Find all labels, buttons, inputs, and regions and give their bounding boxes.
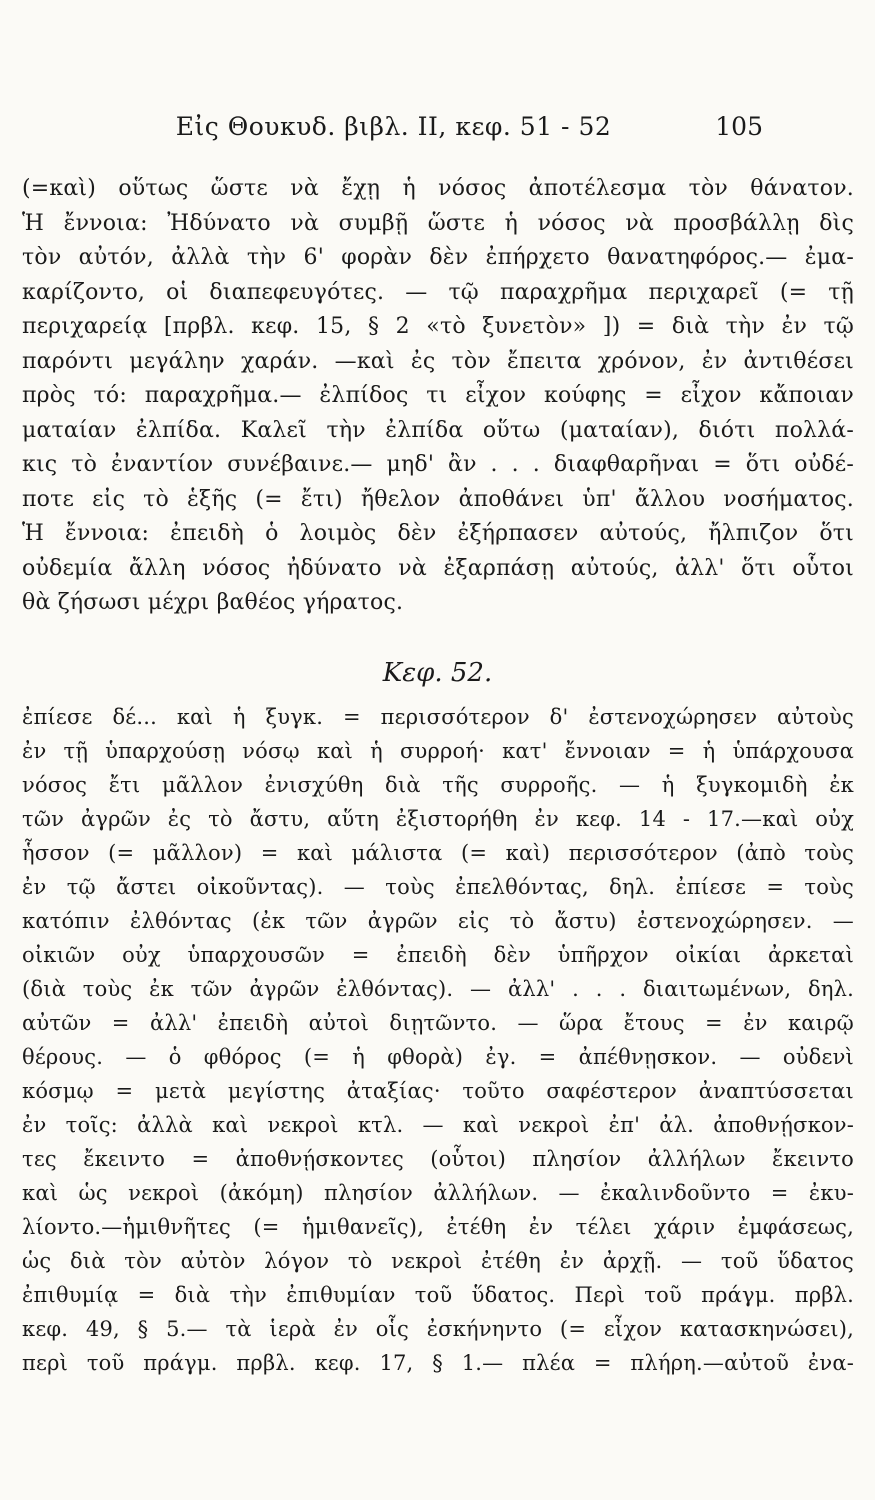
text-line: πρὸς τό: παραχρῆμα.— ἐλπίδος τι εἶχον κούφης = εἶχον κἄποιαν (22, 383, 854, 408)
text-line: (διὰ τοὺς ἐκ τῶν ἀγρῶν ἐλθόντας). — ἀλλ' . . . διαιτωμένων, δηλ. (22, 977, 854, 1001)
text-line: λίοντο.—ἡμιθνῆτες (= ἡμιθανεῖς), ἐτέθη ἐν τέλει χάριν ἐμφάσεως, (22, 1215, 854, 1239)
text-line: ἐπίεσε δέ... καὶ ἡ ξυγκ. = περισσότερον δ' ἐστενοχώρησεν αὐτοὺς (22, 705, 854, 729)
text-line: περιχαρείᾳ [πρβλ. κεφ. 15, § 2 «τὸ ξυνετὸν» ]) = διὰ τὴν ἐν τῷ (22, 314, 854, 339)
text-line: παρόντι μεγάλην χαράν. —καὶ ἐς τὸν ἔπειτα χρόνον, ἐν ἀντιθέσει (22, 348, 854, 374)
text-line: καὶ ὡς νεκροὶ (ἀκόμη) πλησίον ἀλλήλων. — ἐκαλινδοῦντο = ἐκυ- (22, 1181, 854, 1205)
page-number: 105 (715, 112, 763, 141)
text-line: ποτε εἰς τὸ ἑξῆς (= ἔτι) ἤθελον ἀποθάνει ὑπ' ἄλλου νοσήματος. (22, 486, 854, 512)
text-line: κις τὸ ἐναντίον συνέβαινε.— μηδ' ἂν . . . διαφθαρῆναι = ὅτι οὐδέ- (22, 452, 854, 477)
text-line: ἐν τῷ ἄστει οἰκοῦντας). — τοὺς ἐπελθόντας, δηλ. ἐπίεσε = τοὺς (22, 875, 854, 899)
commentary-block-ch52 (22, 700, 854, 1380)
text-line: ματαίαν ἐλπίδα. Καλεῖ τὴν ἐλπίδα οὕτω (ματαίαν), διότι πολλά- (22, 417, 854, 443)
text-line: νόσος ἔτι μᾶλλον ἐνισχύθη διὰ τῆς συρροῆς. — ἡ ξυγκομιδὴ ἐκ (22, 773, 854, 797)
text-line: ἧσσον (= μᾶλλον) = καὶ μάλιστα (= καὶ) περισσότερον (ἀπὸ τοὺς (22, 841, 854, 865)
commentary-block-ch51 (22, 172, 854, 621)
text-line: Ἡ ἔννοια: ἐπειδὴ ὁ λοιμὸς δὲν ἐξήρπασεν αὐτούς, ἤλπιζον ὅτι (22, 521, 854, 546)
text-line: κατόπιν ἐλθόντας (ἐκ τῶν ἀγρῶν εἰς τὸ ἄστυ) ἐστενοχώρησεν. — (22, 909, 854, 933)
text-line: αὐτῶν = ἀλλ' ἐπειδὴ αὐτοὶ διῃτῶντο. — ὥρα ἔτους = ἐν καιρῷ (22, 1011, 854, 1035)
text-line: ἐν τοῖς: ἀλλὰ καὶ νεκροὶ κτλ. — καὶ νεκροὶ ἐπ' ἀλ. ἀποθνῄσκον- (22, 1113, 854, 1137)
text-line: τὸν αὐτόν, ἀλλὰ τὴν 6' φορὰν δὲν ἐπήρχετο θανατηφόρος.— ἐμα- (22, 245, 854, 270)
text-line: θέρους. — ὁ φθόρος (= ἡ φθορὰ) ἐγ. = ἀπέθνῃσκον. — οὐδενὶ (22, 1045, 854, 1069)
text-line: Ἡ ἔννοια: Ἠδύνατο νὰ συμβῇ ὥστε ἡ νόσος νὰ προσβάλλῃ δὶς (22, 210, 854, 236)
text-line: θὰ ζήσωσι μέχρι βαθέος γήρατος. (22, 590, 404, 615)
text-line: κεφ. 49, § 5.— τὰ ἱερὰ ἐν οἷς ἐσκήνηντο (= εἶχον κατασκηνώσει), (22, 1317, 854, 1341)
text-line: ἐπιθυμίᾳ = διὰ τὴν ἐπιθυμίαν τοῦ ὕδατος. Περὶ τοῦ πράγμ. πρβλ. (22, 1283, 854, 1307)
text-line: ἐν τῇ ὑπαρχούσῃ νόσῳ καὶ ἡ συρροή· κατ' ἔννοιαν = ἡ ὑπάρχουσα (22, 739, 854, 763)
text-line: καρίζοντο, οἱ διαπεφευγότες. — τῷ παραχρῆμα περιχαρεῖ (= τῇ (22, 279, 854, 305)
text-line: (=καὶ) οὕτως ὥστε νὰ ἔχῃ ἡ νόσος ἀποτέλεσμα τὸν θάνατον. (22, 176, 854, 201)
chapter-heading: Κεφ. 52. (382, 658, 493, 688)
text-line: οὐδεμία ἄλλη νόσος ἠδύνατο νὰ ἐξαρπάσῃ αὐτούς, ἀλλ' ὅτι οὗτοι (22, 555, 854, 581)
text-line: ὡς διὰ τὸν αὐτὸν λόγον τὸ νεκροὶ ἐτέθη ἐν ἀρχῇ. — τοῦ ὕδατος (22, 1249, 854, 1273)
text-line: οἰκιῶν οὐχ ὑπαρχουσῶν = ἐπειδὴ δὲν ὑπῆρχον οἰκίαι ἀρκεταὶ (22, 943, 854, 967)
text-line: τῶν ἀγρῶν ἐς τὸ ἄστυ, αὕτη ἐξιστορήθη ἐν κεφ. 14 - 17.—καὶ οὐχ (22, 807, 854, 831)
text-line: κόσμῳ = μετὰ μεγίστης ἀταξίας· τοῦτο σαφέστερον ἀναπτύσσεται (22, 1079, 854, 1103)
text-line: τες ἔκειντο = ἀποθνῄσκοντες (οὗτοι) πλησίον ἀλλήλων ἔκειντο (22, 1147, 854, 1171)
text-line: περὶ τοῦ πράγμ. πρβλ. κεφ. 17, § 1.— πλέα = πλήρη.—αὐτοῦ ἐνα- (22, 1351, 854, 1375)
running-title: Εἰς Θουκυδ. βιβλ. ΙΙ, κεφ. 51 - 52 (175, 112, 612, 141)
